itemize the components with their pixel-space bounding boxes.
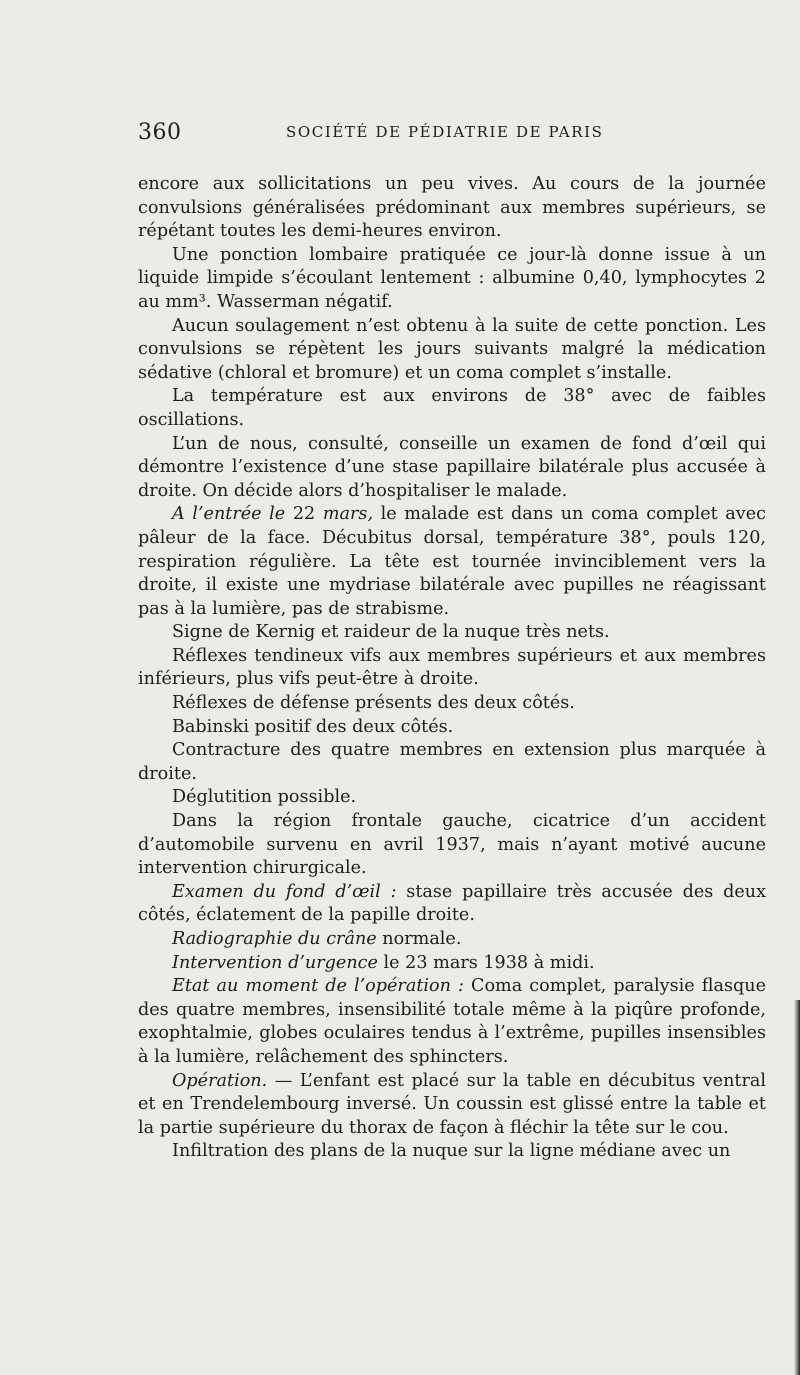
paragraph: Intervention d’urgence le 23 mars 1938 à midi. bbox=[172, 952, 595, 973]
paragraph: encore aux sollicitations un peu vives. Au cours de la journée convulsions généralisées prédominant aux membres supérieurs, se répétant toutes les demi-heures environ. bbox=[138, 174, 766, 242]
paragraph: Déglutition possible. bbox=[172, 787, 357, 808]
page-edge-shadow bbox=[794, 1000, 800, 1375]
page-header bbox=[138, 120, 758, 150]
page-number: 360 bbox=[138, 120, 182, 145]
paragraph: Réflexes tendineux vifs aux membres supérieurs et aux membres inférieurs, plus vifs peut-être à droite. bbox=[138, 645, 766, 690]
paragraph: Opération. — L’enfant est placé sur la table en décubitus ventral et en Trendelembourg inversé. Un coussin est glissé entre la table et la partie supérieure du thorax de façon à fléchir la tête sur le cou. bbox=[138, 1070, 766, 1138]
paragraph: Dans la région frontale gauche, cicatrice d’un accident d’automobile survenu en avril 1937, mais n’ayant motivé aucune intervention chirurgicale. bbox=[138, 811, 766, 879]
paragraph: A l’entrée le 22 mars, le malade est dans un coma complet avec pâleur de la face. Décubitus dorsal, température 38°, pouls 120, respiration régulière. La tête est tournée invinciblement vers la droite, il existe une mydriase bilatérale avec pupilles ne réagissant pas à la lumière, pas de strabisme. bbox=[138, 504, 767, 619]
paragraph: Contracture des quatre membres en extension plus marquée à droite. bbox=[138, 740, 766, 784]
paragraph: Réflexes de défense présents des deux côtés. bbox=[172, 693, 575, 714]
paragraph: Une ponction lombaire pratiquée ce jour-là donne issue à un liquide limpide s’écoulant lentement : albumine 0,40, lymphocytes 2 au mm³. Wasserman négatif. bbox=[138, 244, 766, 312]
paragraph: Etat au moment de l’opération : Coma complet, paralysie flasque des quatre membres, insensibilité totale même à la piqûre profonde, exophtalmie, globes oculaires tendus à l’extrême, pupilles insensibles à la lumière, relâchement des sphincters. bbox=[138, 976, 767, 1067]
paragraph: L’un de nous, consulté, conseille un examen de fond d’œil qui démontre l’existence d’une stase papillaire bilatérale plus accusée à droite. On décide alors d’hospitaliser le malade. bbox=[138, 433, 766, 501]
paragraph: Radiographie du crâne normale. bbox=[172, 929, 462, 949]
paragraph: Infiltration des plans de la nuque sur la ligne médiane avec un bbox=[172, 1141, 731, 1162]
paragraph: Babinski positif des deux côtés. bbox=[172, 716, 454, 737]
paragraph: Signe de Kernig et raideur de la nuque très nets. bbox=[172, 622, 610, 643]
paragraph: Aucun soulagement n’est obtenu à la suite de cette ponction. Les convulsions se répètent les jours suivants malgré la médication sédative (chloral et bromure) et un coma complet s’installe. bbox=[138, 315, 766, 383]
paragraph: Examen du fond d’œil : stase papillaire très accusée des deux côtés, éclatement de la papille droite. bbox=[138, 881, 766, 926]
running-head: SOCIÉTÉ DE PÉDIATRIE DE PARIS bbox=[286, 123, 604, 141]
body-text bbox=[138, 173, 766, 1164]
paragraph: La température est aux environs de 38° avec de faibles oscillations. bbox=[138, 386, 766, 430]
